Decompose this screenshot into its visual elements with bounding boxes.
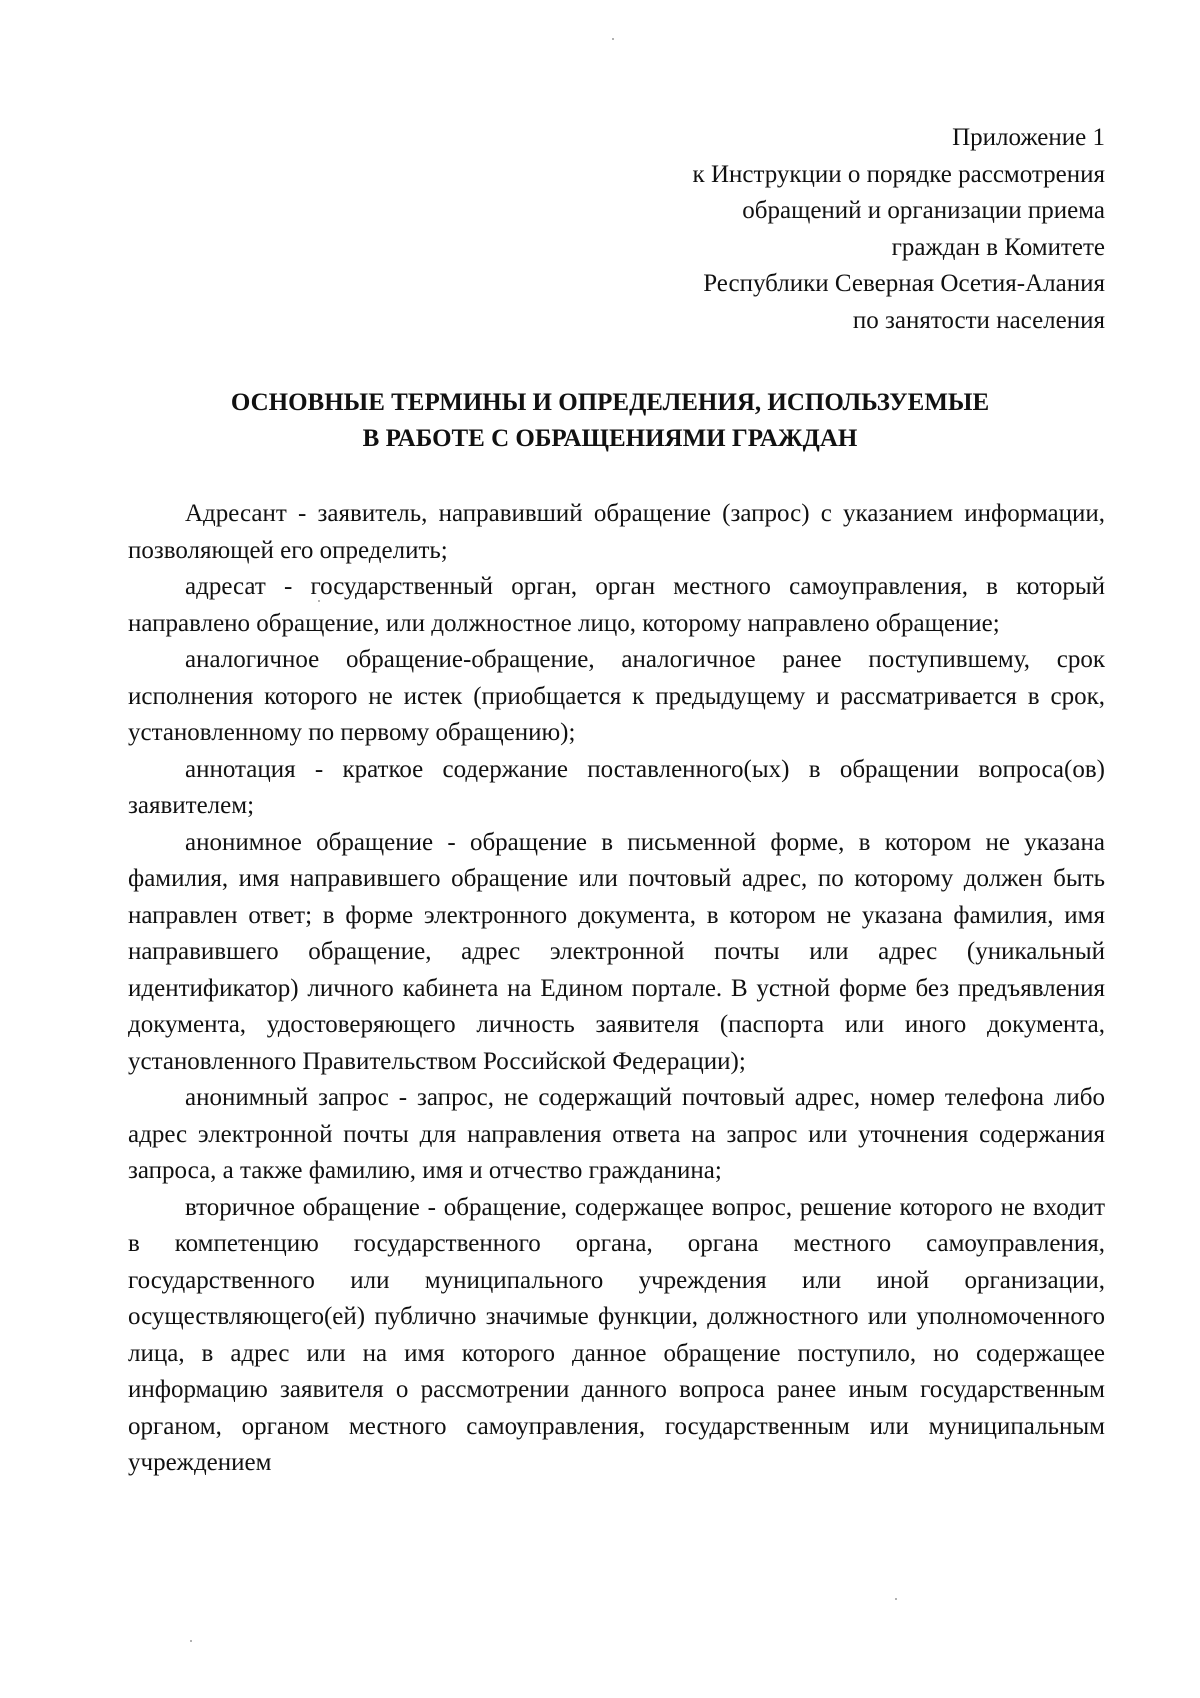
definition-paragraph: анонимный запрос - запрос, не содержащий почтовый адрес, номер телефона либо адрес электронной почты для направления ответа на запрос или уточнения содержания запроса, а также фамилию, имя и отчество гражданина;	[128, 1084, 1105, 1184]
appendix-line: Республики Северная Осетия-Алания	[703, 270, 1105, 297]
scan-speck	[190, 1640, 192, 1642]
definition-paragraph: вторичное обращение - обращение, содержащее вопрос, решение которого не входит в компетенцию государственного органа, органа местного самоуправления, государственного или муниципального учреждения или иной организации, осуществляющего(ей) публично значимые функции, должностного или уполномоченного лица, в адрес или на имя которого данное обращение поступило, но содержащее информацию заявителя о рассмотрении данного вопроса ранее иным государственным органом, органом местного самоуправления, государственным или муниципальным учреждением	[128, 1193, 1105, 1476]
definition-paragraph: аннотация - краткое содержание поставленного(ых) в обращении вопроса(ов) заявителем;	[128, 755, 1105, 819]
appendix-line: к Инструкции о порядке рассмотрения	[692, 160, 1105, 188]
appendix-header	[505, 120, 1105, 339]
appendix-line: граждан в Комитете	[891, 233, 1105, 261]
scan-speck	[612, 38, 614, 40]
scan-speck	[895, 1598, 897, 1600]
definitions-body	[128, 496, 1105, 1482]
title-line: В РАБОТЕ С ОБРАЩЕНИЯМИ ГРАЖДАН	[362, 425, 858, 452]
appendix-line: по занятости населения	[852, 306, 1105, 334]
definition-paragraph: анонимное обращение - обращение в письменной форме, в котором не указана фамилия, имя направившего обращение или почтовый адрес, по которому должен быть направлен ответ; в форме электронного документа, в котором не указана фамилия, имя направившего обращение, адрес электронной почты или адрес (уникальный идентификатор) личного кабинета на Едином портале. В устной форме без предъявления документа, удостоверяющего личность заявителя (паспорта или иного документа, установленного Правительством Российской Федерации);	[128, 828, 1105, 1075]
scan-speck	[318, 600, 320, 602]
definition-paragraph: аналогичное обращение-обращение, аналогичное ранее поступившему, срок исполнения которого не истек (приобщается к предыдущему и рассматривается в срок, установленному по первому обращению);	[128, 646, 1105, 746]
appendix-line: обращений и организации приема	[742, 197, 1105, 224]
definition-paragraph: Адресант - заявитель, направивший обращение (запрос) с указанием информации, позволяющей его определить;	[128, 500, 1105, 564]
title-line: ОСНОВНЫЕ ТЕРМИНЫ И ОПРЕДЕЛЕНИЯ, ИСПОЛЬЗУЕМЫЕ	[230, 389, 990, 416]
document-title	[120, 385, 1100, 457]
appendix-line: Приложение 1	[952, 124, 1105, 151]
definition-paragraph: адресат - государственный орган, орган местного самоуправления, в который направлено обращение, или должностное лицо, которому направлено обращение;	[128, 573, 1105, 637]
